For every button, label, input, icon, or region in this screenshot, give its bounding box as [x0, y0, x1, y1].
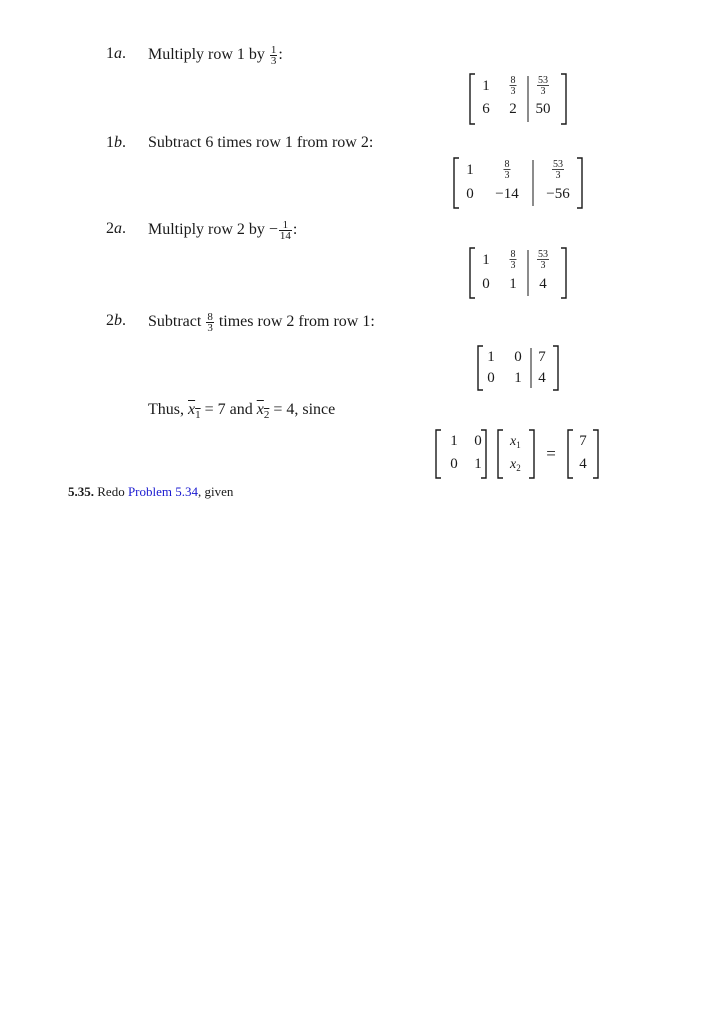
- matrix-cell: 50: [535, 101, 551, 117]
- right-bracket: [577, 158, 582, 208]
- next-problem: 5.35. Redo Problem 5.34, given: [68, 484, 234, 499]
- matrix-cell: 1: [466, 162, 474, 178]
- coef-cell: 1: [450, 433, 458, 449]
- matrix-2a: [468, 246, 568, 300]
- svg-text:8: 8: [504, 159, 510, 170]
- step-2b-label: 2b.: [106, 312, 126, 329]
- coef-cell: 1: [474, 456, 482, 472]
- final-matrix-equation: [434, 428, 602, 480]
- matrix-cell: [510, 249, 517, 271]
- right-bracket: [553, 346, 558, 390]
- vars-left-bracket: [498, 430, 503, 478]
- matrix-cell: 1: [482, 78, 490, 94]
- svg-text:53: 53: [553, 159, 563, 170]
- matrix-cell: 1: [509, 276, 517, 292]
- svg-text:8: 8: [510, 75, 516, 86]
- step-1a-text: Multiply row 1 by $\frac{1}{3}$ :: [148, 44, 283, 67]
- step-2a-label: 2a.: [106, 220, 126, 237]
- rhs-cell: 4: [579, 456, 587, 472]
- step-1a-factor: $\frac{1}{3}$: [270, 44, 277, 67]
- matrix-cell: 4: [538, 370, 546, 386]
- svg-text:3: 3: [540, 86, 546, 97]
- right-bracket: [561, 74, 566, 124]
- matrix-cell: 1: [487, 349, 495, 365]
- matrix-cell: 1: [482, 252, 490, 268]
- right-bracket: [561, 248, 566, 298]
- svg-text:3: 3: [540, 260, 546, 271]
- coef-left-bracket: [436, 430, 441, 478]
- step-2b-text: Subtract $\frac{8}{3}$ times row 2 from row 1:: [148, 311, 375, 334]
- svg-text:3: 3: [510, 260, 516, 271]
- coef-cell: 0: [450, 456, 458, 472]
- vars-right-bracket: [529, 430, 534, 478]
- step-2a-text: Multiply row 2 by − $\frac{1}{14}$ :: [148, 219, 298, 242]
- step-1a-label: 1a.: [106, 45, 126, 62]
- step-2a-factor: $\frac{1}{14}$: [279, 219, 291, 242]
- problem-number: 5.35.: [68, 484, 94, 499]
- svg-text:3: 3: [504, 170, 510, 181]
- step-1b-label: 1b.: [106, 134, 126, 151]
- matrix-cell: [537, 249, 549, 271]
- left-bracket: [454, 158, 459, 208]
- matrix-1b: [452, 156, 584, 210]
- equals-sign: =: [546, 444, 556, 463]
- matrix-cell: 2: [509, 101, 517, 117]
- matrix-cell: 0: [514, 349, 522, 365]
- matrix-cell: 0: [482, 276, 490, 292]
- var-cell: $x_1$: [510, 434, 521, 450]
- step-2b-factor: $\frac{8}{3}$: [207, 311, 213, 334]
- step-1b-text: Subtract 6 times row 1 from row 2:: [148, 134, 374, 151]
- rhs-left-bracket: [568, 430, 573, 478]
- matrix-cell: 1: [514, 370, 522, 386]
- svg-text:53: 53: [538, 249, 548, 260]
- var-cell: $x_2$: [510, 457, 521, 473]
- matrix-cell: 0: [487, 370, 495, 386]
- matrix-1a: [468, 72, 568, 126]
- matrix-cell: [510, 75, 517, 97]
- rhs-right-bracket: [593, 430, 598, 478]
- left-bracket: [470, 248, 475, 298]
- x2-bar-variable: $x_2$: [256, 401, 270, 422]
- matrix-cell: −56: [546, 186, 570, 202]
- left-bracket: [470, 74, 475, 124]
- coef-right-bracket: [481, 430, 486, 478]
- svg-text:3: 3: [555, 170, 561, 181]
- x1-bar-variable: $x_1$: [188, 401, 201, 422]
- matrix-cell: 6: [482, 101, 490, 117]
- matrix-cell: [552, 159, 564, 181]
- matrix-cell: [537, 75, 549, 97]
- coef-cell: 0: [474, 433, 482, 449]
- matrix-cell: −14: [495, 186, 519, 202]
- svg-text:53: 53: [538, 75, 548, 86]
- left-bracket: [478, 346, 483, 390]
- matrix-cell: 7: [538, 349, 546, 365]
- matrix-cell: 4: [539, 276, 547, 292]
- rhs-cell: 7: [579, 433, 587, 449]
- problem-5-34-link[interactable]: Problem 5.34: [127, 484, 199, 499]
- svg-text:3: 3: [510, 86, 516, 97]
- matrix-2b: [476, 344, 560, 392]
- svg-text:8: 8: [510, 249, 516, 260]
- matrix-cell: 0: [466, 186, 474, 202]
- matrix-cell: [504, 159, 511, 181]
- conclusion-text: Thus, $x_1 = 7$ and $x_2 = 4$, since: [148, 401, 336, 422]
